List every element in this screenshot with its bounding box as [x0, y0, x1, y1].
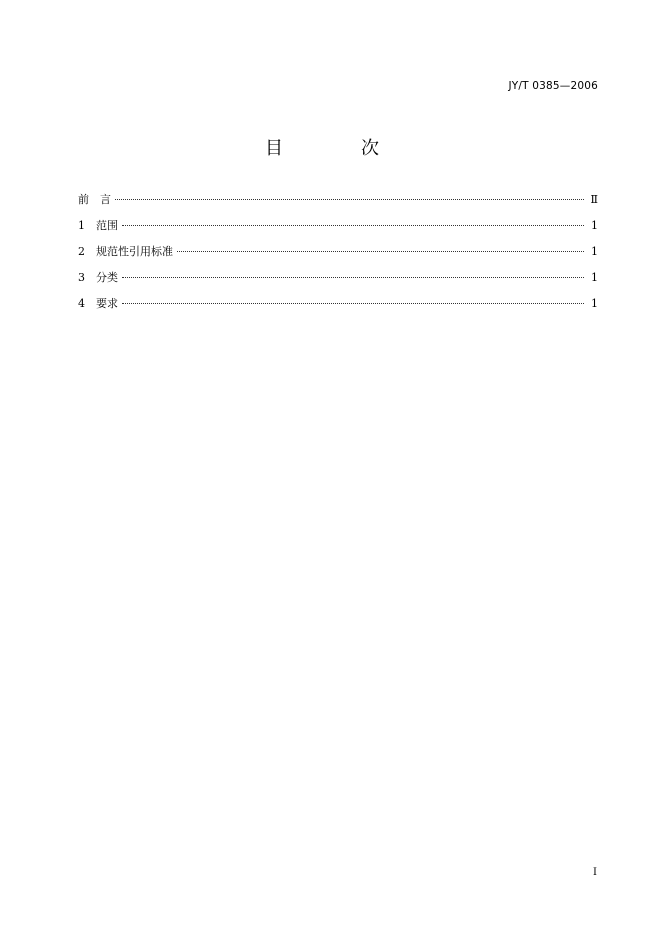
- toc-entry-number: 3: [78, 271, 85, 284]
- toc-title: 目 次: [265, 138, 409, 159]
- toc-entry-label: 分类: [96, 271, 118, 284]
- toc-entry-page: 1: [591, 297, 598, 310]
- toc-entry-number: 2: [78, 245, 85, 258]
- toc-entry-classification[interactable]: [78, 271, 598, 297]
- toc-entry-normative-references[interactable]: [78, 245, 598, 271]
- toc-entry-foreword[interactable]: [78, 193, 598, 219]
- toc-entry-number: 1: [78, 219, 85, 232]
- toc-dot-leader: [122, 225, 584, 226]
- toc-entry-scope[interactable]: [78, 219, 598, 245]
- toc-entry-number: 4: [78, 297, 85, 310]
- toc-entry-label: 前 言: [78, 193, 111, 206]
- toc-entry-page: Ⅱ: [590, 193, 598, 206]
- toc-entry-page: 1: [591, 271, 598, 284]
- toc-entry-requirements[interactable]: [78, 297, 598, 323]
- toc-entry-label: 规范性引用标准: [96, 245, 173, 258]
- toc-dot-leader: [122, 277, 584, 278]
- table-of-contents: [78, 193, 598, 323]
- toc-entry-label: 要求: [96, 297, 118, 310]
- toc-entry-page: 1: [591, 245, 598, 258]
- toc-dot-leader: [122, 303, 584, 304]
- toc-dot-leader: [177, 251, 584, 252]
- page-number: I: [593, 867, 597, 878]
- toc-entry-label: 范围: [96, 219, 118, 232]
- toc-dot-leader: [115, 199, 584, 200]
- standard-code: JY/T 0385—2006: [508, 80, 598, 92]
- toc-entry-page: 1: [591, 219, 598, 232]
